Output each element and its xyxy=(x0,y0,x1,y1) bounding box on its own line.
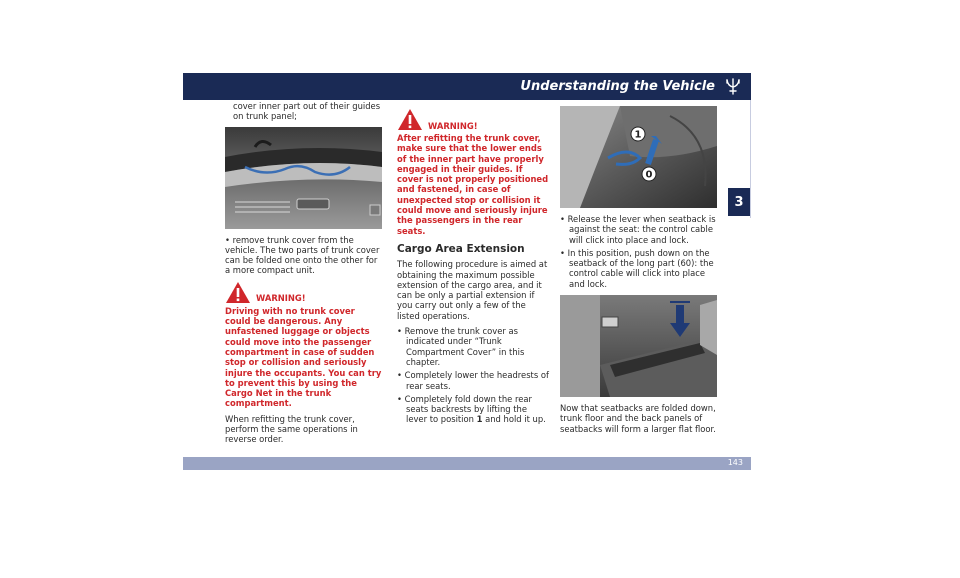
warning-label: WARNING! xyxy=(256,293,306,304)
callout-0: 0 xyxy=(645,169,653,181)
column-3 xyxy=(560,106,718,439)
section-heading: Cargo Area Extension xyxy=(397,242,525,255)
callout-1: 1 xyxy=(634,129,642,141)
bullet-remove-cover: • Remove the trunk cover as indicated under “Trunk Compartment Cover” in this chapter. xyxy=(397,326,525,367)
chapter-title: Understanding the Vehicle xyxy=(520,79,715,94)
folded-seats-photo xyxy=(560,295,717,397)
warning-triangle-icon xyxy=(225,281,251,304)
warning-triangle-icon xyxy=(397,108,423,131)
bullet-text: • Completely fold down the rear seats backrests by lifting the lever to position xyxy=(397,393,532,425)
footer-bar xyxy=(183,457,751,470)
bullet-fold-backrests xyxy=(397,394,549,425)
side-divider xyxy=(750,100,751,218)
closing-text: Now that seatbacks are folded down, trunk floor and the back panels of seatbacks will form a larger flat floor. xyxy=(560,403,716,434)
column-1 xyxy=(225,101,383,450)
warning-label: WARNING! xyxy=(428,120,478,131)
seat-lever-photo xyxy=(560,106,717,208)
page-number: 143 xyxy=(727,458,743,467)
intro-paragraph: The following procedure is aimed at obtaining the maximum possible extension of the cargo area, and it can be only a partial extension if you carry out only a few of the listed operations. xyxy=(397,259,548,321)
chapter-tab: 3 xyxy=(728,188,750,216)
column-2 xyxy=(397,108,549,428)
bullet-release-lever: • Release the lever when seatback is against the seat: the control cable will click into place and lock. xyxy=(560,214,716,245)
trident-logo-icon xyxy=(723,76,743,96)
remove-cover-bullet: • remove trunk cover from the vehicle. The two parts of trunk cover can be folded one onto the other for a more compact unit. xyxy=(225,234,380,276)
warning-header xyxy=(397,108,549,131)
position-number: 1 xyxy=(476,414,483,425)
warning-text: After refitting the trunk cover, make sure that the lower ends of the inner part have properly engaged in their guides. If cover is not properly positioned and fastened, in case of unexpected stop or collision it could move and seriously injure the passengers in the rear seats. xyxy=(397,133,549,236)
bullet-lower-headrests: • Completely lower the headrests of rear seats. xyxy=(397,370,549,391)
bullet-push-down: • In this position, push down on the seatback of the long part (60): the control cable will click into place and lock. xyxy=(560,247,714,289)
bullet-text: and hold it up. xyxy=(482,414,546,425)
intro-text: cover inner part out of their guides on trunk panel; xyxy=(233,101,381,122)
trunk-cover-photo xyxy=(225,127,382,229)
warning-text: Driving with no trunk cover could be dangerous. Any unfastened luggage or objects could move into the passenger compartment in case of sudden stop or collision and seriously injure the occupants. You can try to prevent this by using the Cargo Net in the trunk compartment. xyxy=(225,305,382,409)
refitting-text: When refitting the trunk cover, perform the same operations in reverse order. xyxy=(225,413,358,445)
header-bar xyxy=(183,73,751,100)
warning-header xyxy=(225,281,383,304)
